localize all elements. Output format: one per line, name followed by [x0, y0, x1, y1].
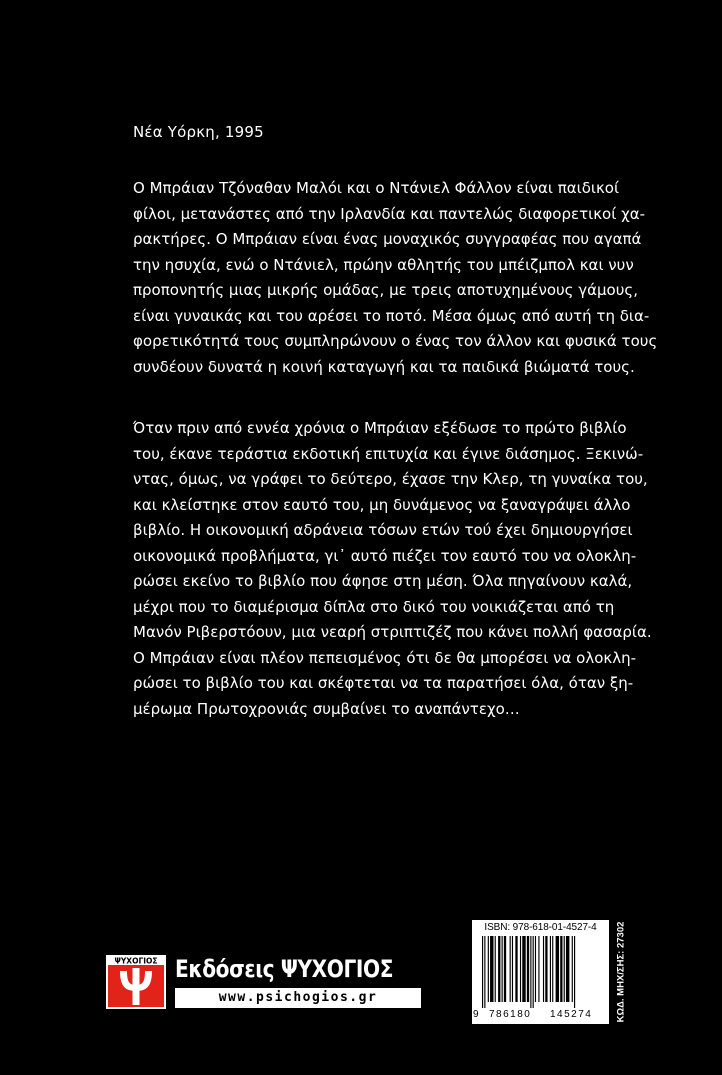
- barcode-bar: [498, 936, 500, 1002]
- product-code-text: ΚΩΔ. ΜΗΧ/ΣΗΣ: 27302: [615, 921, 627, 1023]
- text-line: ρακτήρες. Ο Μπράιαν είναι ένας μοναχικός συγγραφέας που αγαπά: [133, 230, 642, 248]
- barcode-bar: [512, 936, 513, 1002]
- text-line: μέρωμα Πρωτοχρονιάς συμβαίνει το αναπάντεχο…: [133, 699, 520, 718]
- barcode-bar: [488, 936, 489, 1002]
- location-date: Νέα Υόρκη, 1995: [133, 123, 264, 141]
- barcode-icon: [482, 936, 605, 1008]
- publisher-logo-icon: [106, 955, 166, 1009]
- barcode-bar: [533, 936, 534, 1008]
- text-line: του, έκανε τεράστια εκδοτική επιτυχία και έγινε διάσημος. Ξεκινώ-: [133, 444, 644, 463]
- text-line: Μανόν Ριβερστόουν, μια νεαρή στριπτιζέζ που κάνει πολλή φασαρία.: [133, 623, 652, 641]
- barcode-bar: [510, 936, 511, 1002]
- barcode-bar: [527, 936, 529, 1002]
- text-line: συνδέουν δυνατά η κοινή καταγωγή και τα παιδικά βιώματά τους.: [133, 357, 635, 376]
- barcode-bar: [515, 936, 517, 1002]
- barcode-bar: [564, 936, 565, 1002]
- publisher-name: Εκδόσεις ΨΥΧΟΓΙΟΣ: [175, 955, 394, 983]
- synopsis-paragraph-2: [133, 416, 652, 722]
- barcode-bar: [538, 936, 539, 1002]
- barcode-bar: [566, 936, 569, 1002]
- barcode-bar: [550, 936, 551, 1002]
- text-line: μέχρι που το διαμέρισμα δίπλα στο δικό του νοικιάζεται από τη: [133, 597, 615, 616]
- text-line: οικονομικά προβλήματα, γι᾽ αυτό πιέζει τον εαυτό του να ολοκλη-: [133, 546, 637, 565]
- text-line: Ο Μπράιαν Τζόναθαν Μαλόι και ο Ντάνιελ Φάλλον είναι παιδικοί: [133, 179, 620, 197]
- barcode-bar: [535, 936, 536, 1002]
- text-line: ρώσει το βιβλίο του και σκέφτεται να τα παρατήσει όλα, όταν ξη-: [133, 674, 634, 692]
- barcode-right-digits: 145274: [550, 1009, 593, 1020]
- text-line: προπονητής μιας μικρής ομάδας, με τρεις αποτυχημένους γάμους,: [133, 281, 638, 299]
- barcode-bar: [504, 936, 506, 1002]
- barcode-first-digit: 9: [473, 1009, 479, 1020]
- barcode-bar: [572, 936, 573, 1002]
- publisher-website: www.psichogios.gr: [175, 988, 421, 1008]
- barcode-bar: [545, 936, 547, 1002]
- barcode-label: [472, 920, 609, 1024]
- barcode-bar: [574, 936, 575, 1008]
- text-line: φίλοι, μετανάστες από την Ιρλανδία και παντελώς διαφορετικοί χα-: [133, 204, 646, 223]
- text-line: είναι γυναικάς και του αρέσει το ποτό. Μέσα όμως από αυτή τη δια-: [133, 306, 650, 325]
- barcode-bar: [502, 936, 503, 1002]
- synopsis-paragraph-1: [133, 176, 658, 380]
- text-line: Ο Μπράιαν είναι πλέον πεπεισμένος ότι δε θα μπορέσει να ολοκλη-: [133, 648, 637, 667]
- barcode-bar: [552, 936, 553, 1002]
- text-line: ρώσει εκείνο το βιβλίο που άφησε στη μέση. Όλα πηγαίνουν καλά,: [133, 572, 633, 590]
- barcode-bar: [484, 936, 485, 1008]
- barcode-bar: [530, 936, 531, 1008]
- barcode-bar: [490, 936, 493, 1002]
- text-line: Όταν πριν από εννέα χρόνια ο Μπράιαν εξέδωσε το πρώτο βιβλίο: [133, 419, 627, 437]
- isbn-text: ISBN: 978-618-01-4527-4: [484, 922, 597, 933]
- barcode-left-digits: 786180: [489, 1009, 532, 1020]
- barcode-bar: [522, 936, 525, 1002]
- barcode-bar: [482, 936, 483, 1008]
- barcode-bar: [543, 936, 544, 1002]
- barcode-bar: [495, 936, 496, 1002]
- text-line: βιβλίο. Η οικονομική αδράνεια τόσων ετών τού έχει δημιουργήσει: [133, 521, 633, 539]
- barcode-bar: [556, 936, 559, 1002]
- text-line: την ησυχία, ενώ ο Ντάνιελ, πρώην αθλητής του μπέιζμπολ και νυν: [133, 255, 634, 274]
- publisher-block: [106, 955, 422, 1009]
- barcode-bar: [560, 936, 562, 1002]
- publisher-logo-label: ΨΥΧΟΓΙΟΣ: [114, 956, 158, 966]
- text-line: φορετικότητά τους συμπληρώνουν ο ένας τον άλλον και φυσικά τους: [133, 332, 658, 350]
- product-code: [615, 920, 627, 1024]
- text-line: ντας, όμως, να γράφει το δεύτερο, έχασε την Κλερ, τη γυναίκα του,: [133, 470, 648, 488]
- text-line: και κλείστηκε στον εαυτό του, μη δυνάμενος να ξαναγράψει άλλο: [133, 495, 631, 514]
- barcode-bar: [520, 936, 521, 1002]
